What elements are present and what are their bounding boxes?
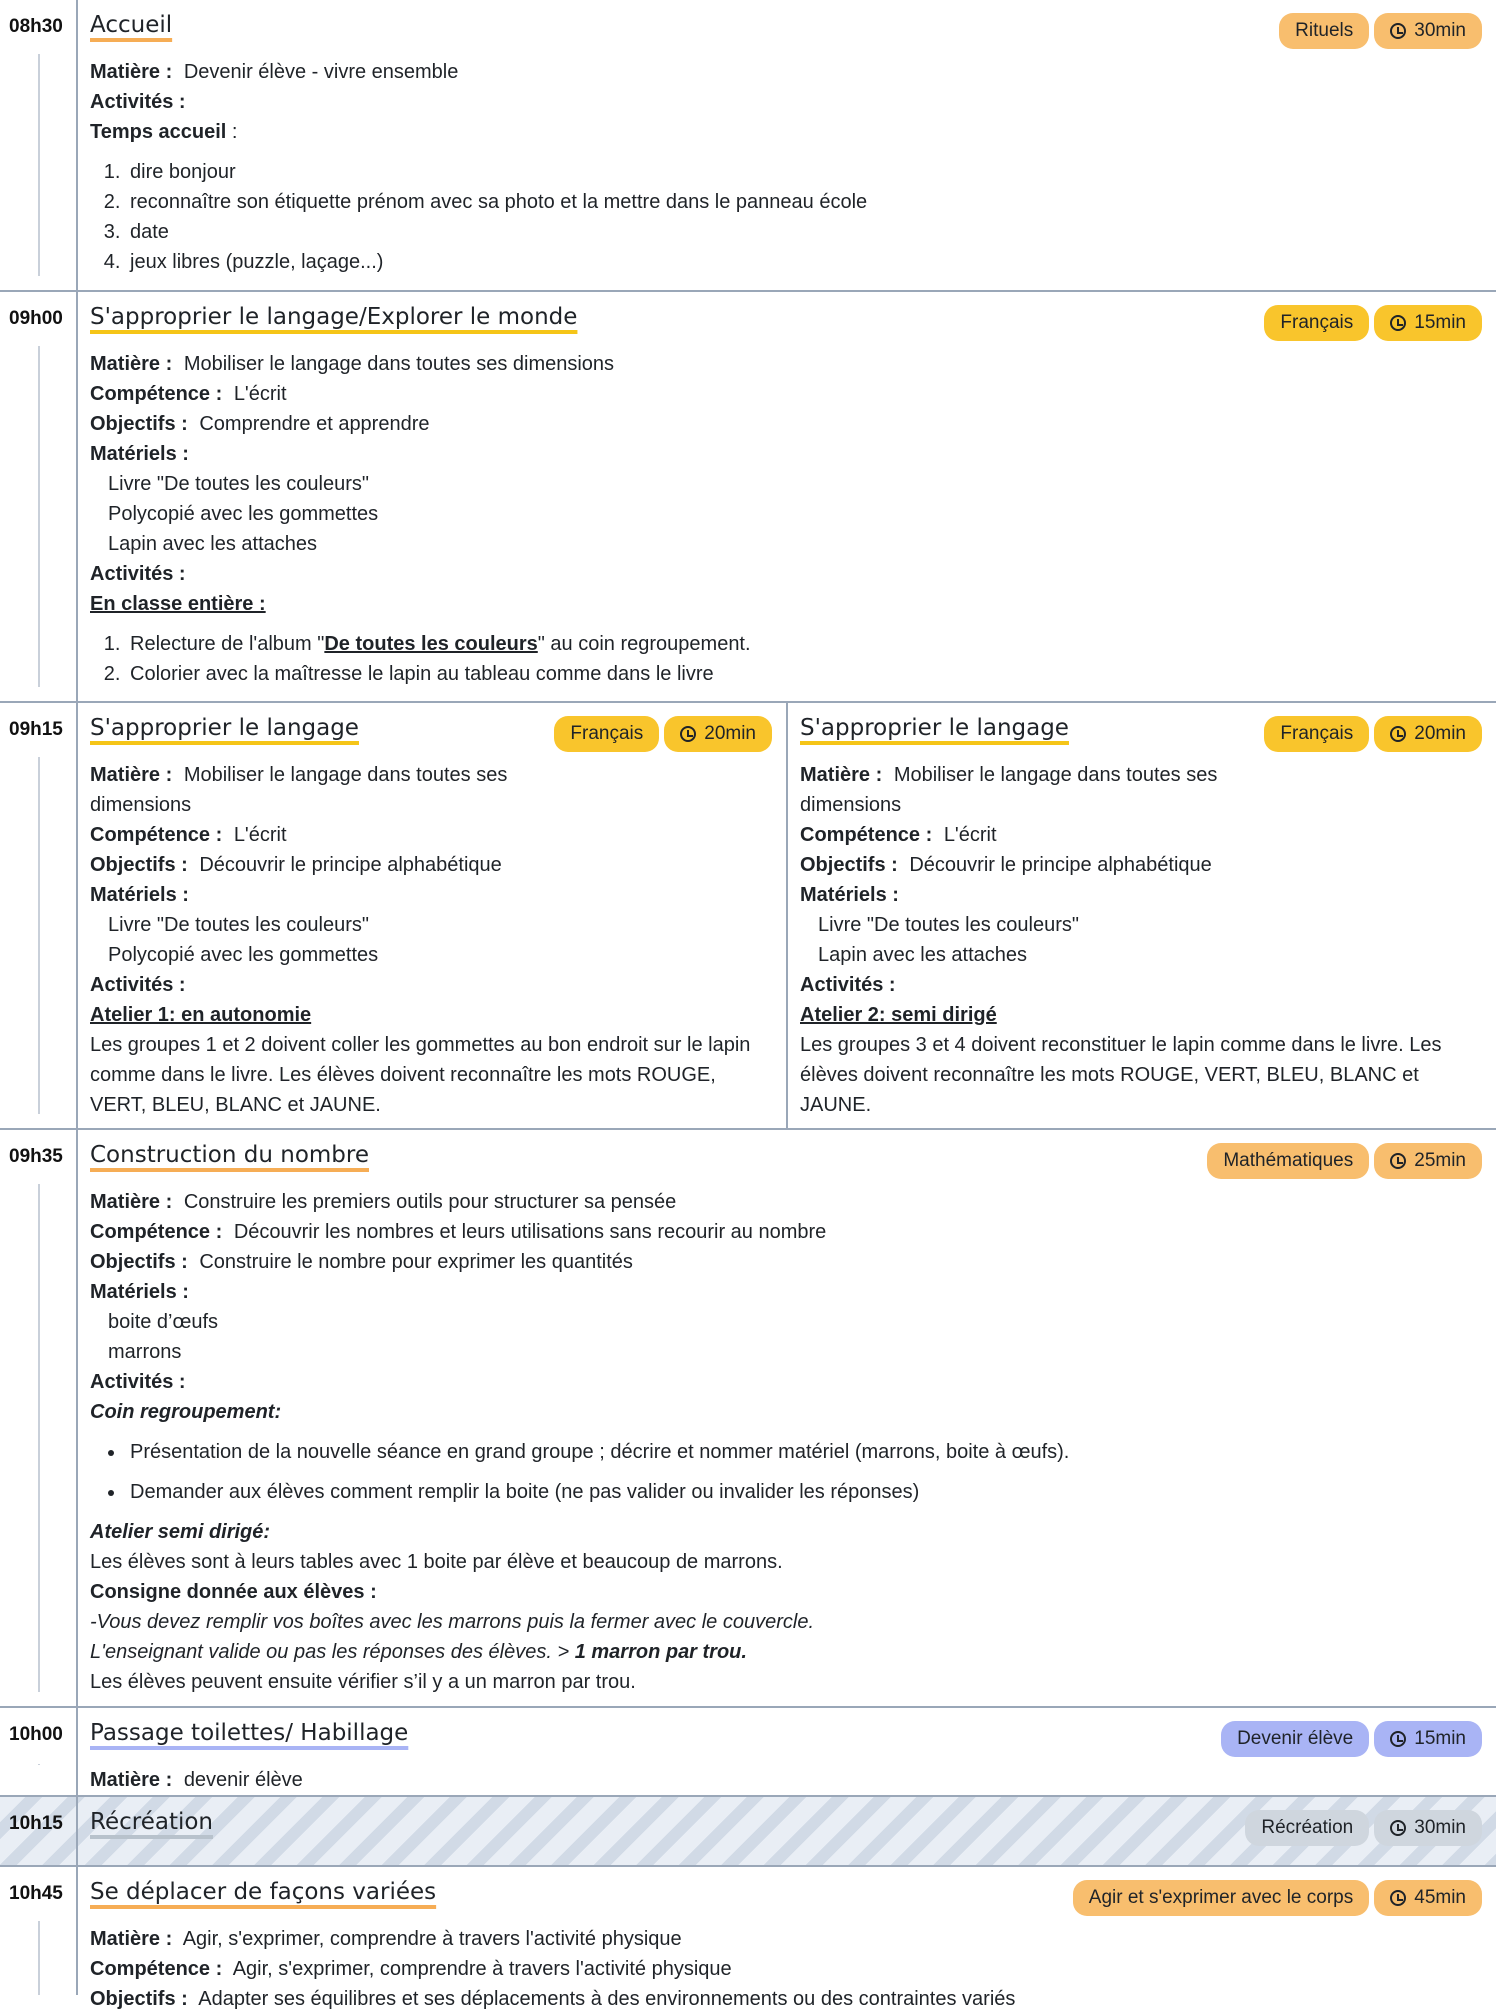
session-toilettes: 10h00 Passage toilettes/ Habillage Devenir élève 15min Matière : devenir élève (0, 1708, 1496, 1797)
subject-badge: Récréation (1245, 1810, 1369, 1846)
subject-badge: Devenir élève (1221, 1721, 1369, 1757)
subject-badge: Français (554, 716, 659, 752)
duration-badge: 30min (1374, 13, 1482, 49)
duration-badge: 45min (1374, 1880, 1482, 1916)
atelier-2-card: S'approprier le langage Français 20min Matière : Mobiliser le langage dans toutes ses dimensions Compétence : L'écrit Objectifs : Découvrir le principe alphabétique Matériels : Livre "De toutes les couleurs" Lapin avec les attaches Activités : Atelier 2: semi dirigé Les groupes 3 et 4 doivent reconstituer le lapin comme dans le livre. Les élèves doivent reconnaître les mots ROUGE, VERT, BLEU, BLANC et JAUNE. (786, 703, 1496, 1128)
clock-icon (1390, 315, 1406, 331)
activity-subheading: Atelier 1: en autonomie (90, 1004, 312, 1026)
clock-icon (1390, 1890, 1406, 1906)
subject-badge: Français (1264, 305, 1369, 341)
activity-list: • Présentation de la nouvelle séance en grand groupe ; décrire et nommer matériel (marrons, boite à œufs). • Demander aux élèves comment remplir la boite (ne pas valider ou invalider les réponses) (126, 1437, 1482, 1507)
clock-icon (1390, 23, 1406, 39)
clock-icon (1390, 1731, 1406, 1747)
duration-badge: 30min (1374, 1810, 1482, 1846)
activity-list: 1. Relecture de l'album "De toutes les couleurs" au coin regroupement. 2. Colorier avec la maîtresse le lapin au tableau comme dans le livre (126, 629, 1482, 689)
session-deplacer: 10h45 Se déplacer de façons variées Agir et s'exprimer avec le corps 45min Matière : Agir, s'exprimer, comprendre à travers l'activité physique Compétence : Agir, s'exprimer, comprendre à travers l'activité physique Objectifs : Adapter ses équilibres et ses déplacements à des environnements ou des contraintes variés (0, 1867, 1496, 1995)
session-title[interactable]: S'approprier le langage (800, 715, 1069, 741)
session-nombre: 09h35 Construction du nombre Mathématiques 25min Matière : Construire les premiers outils pour structurer sa pensée Compétence : Découvrir les nombres et leurs utilisations sans recourir au nombre Objectifs : Construire le nombre pour exprimer les quantités Matériels : boite d’œufs marrons Activités : Coin regroupement: • Présentation de la nouvelle séance en grand groupe ; décrire et nommer matériel (marrons, boite à œufs). • Demander aux élèves comment remplir la boite (ne pas valider ou invalider les réponses) Atelier semi dirigé: Les élèves sont à leurs tables avec 1 boite par élève et beaucoup de marrons. Consigne donnée aux élèves : -Vous devez remplir vos boîtes avec les marrons puis la fermer avec le couvercle. L'enseignant valide ou pas les réponses des élèves. > 1 marron par trou. Les élèves peuvent ensuite vérifier s’il y a un marron par trou. (0, 1130, 1496, 1708)
session-time: 10h15 (0, 1797, 78, 1865)
session-accueil: 08h30 Accueil Rituels 30min Matière : Devenir élève - vivre ensemble Activités : Temps accueil : 1. dire bonjour 2. reconnaître son étiquette prénom avec sa photo et la mettre dans le panneau école 3. date 4. jeux libres (puzzle, laçage...) (0, 0, 1496, 292)
activity-list: 1. dire bonjour 2. reconnaître son étiquette prénom avec sa photo et la mettre dans le panneau école 3. date 4. jeux libres (puzzle, laçage...) (126, 157, 1482, 277)
session-time: 09h15 (0, 703, 78, 1128)
duration-badge: 15min (1374, 305, 1482, 341)
session-time: 09h00 (0, 292, 78, 701)
session-time: 10h00 (0, 1708, 78, 1795)
session-time: 08h30 (0, 0, 78, 290)
clock-icon (1390, 726, 1406, 742)
duration-badge: 25min (1374, 1143, 1482, 1179)
session-title[interactable]: S'approprier le langage (90, 715, 359, 741)
session-recreation (0, 1797, 1496, 1867)
session-title[interactable]: Accueil (90, 12, 173, 38)
activity-subheading: En classe entière : (90, 593, 266, 615)
subject-badge: Agir et s'exprimer avec le corps (1073, 1880, 1369, 1916)
atelier-1-card: S'approprier le langage Français 20min Matière : Mobiliser le langage dans toutes ses dimensions Compétence : L'écrit Objectifs : Découvrir le principe alphabétique Matériels : Livre "De toutes les couleurs" Polycopié avec les gommettes Activités : Atelier 1: en autonomie Les groupes 1 et 2 doivent coller les gommettes au bon endroit sur le lapin comme dans le livre. Les élèves doivent reconnaître les mots ROUGE, VERT, BLEU, BLANC et JAUNE. (78, 703, 786, 1128)
duration-badge: 20min (664, 716, 772, 752)
session-title[interactable]: Passage toilettes/ Habillage (90, 1720, 409, 1746)
clock-icon (680, 726, 696, 742)
duration-badge: 15min (1374, 1721, 1482, 1757)
session-time: 10h45 (0, 1867, 78, 1995)
session-title[interactable]: Se déplacer de façons variées (90, 1879, 437, 1905)
session-title[interactable]: Récréation (90, 1809, 213, 1835)
activity-subheading: Coin regroupement: (90, 1401, 282, 1423)
clock-icon (1390, 1153, 1406, 1169)
activity-subheading: Atelier semi dirigé: (90, 1521, 271, 1543)
activity-subheading: Atelier 2: semi dirigé (800, 1004, 997, 1026)
subject-badge: Français (1264, 716, 1369, 752)
session-time: 09h35 (0, 1130, 78, 1706)
clock-icon (1390, 1820, 1406, 1836)
session-langage-ateliers (0, 703, 1496, 1130)
session-title[interactable]: S'approprier le langage/Explorer le monde (90, 304, 578, 330)
subject-badge: Rituels (1279, 13, 1369, 49)
session-title[interactable]: Construction du nombre (90, 1142, 369, 1168)
subject-badge: Mathématiques (1207, 1143, 1369, 1179)
session-langage-monde: 09h00 S'approprier le langage/Explorer le monde Français 15min Matière : Mobiliser le langage dans toutes ses dimensions Compétence : L'écrit Objectifs : Comprendre et apprendre Matériels : Livre "De toutes les couleurs" Polycopié avec les gommettes Lapin avec les attaches Activités : En classe entière : 1. Relecture de l'album "De toutes les couleurs" au coin regroupement. 2. Colorier avec la maîtresse le lapin au tableau comme dans le livre (0, 292, 1496, 703)
duration-badge: 20min (1374, 716, 1482, 752)
